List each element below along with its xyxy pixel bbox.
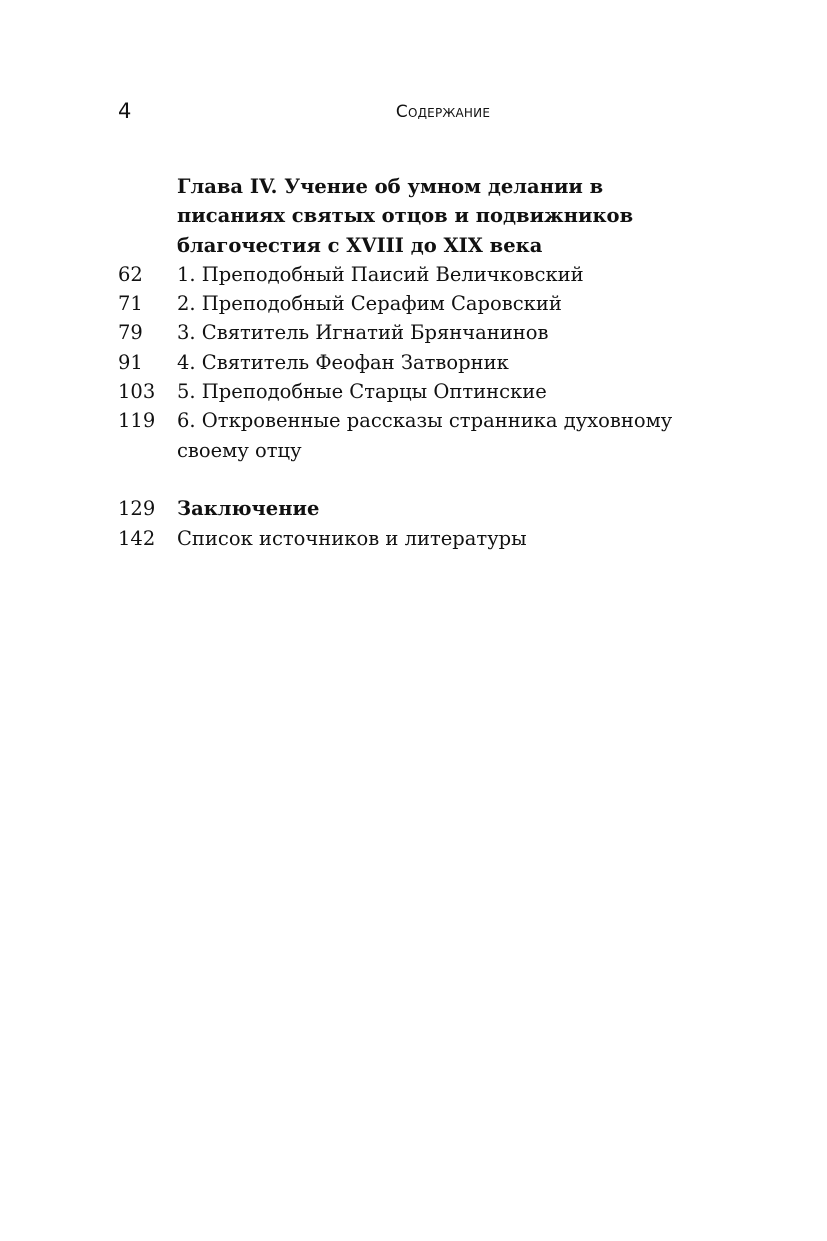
table-of-contents bbox=[118, 172, 718, 553]
toc-entry-page: 79 bbox=[118, 321, 143, 345]
toc-conclusion bbox=[118, 494, 718, 523]
page-number: 4 bbox=[118, 99, 132, 123]
toc-chapter-heading bbox=[118, 172, 718, 260]
toc-entry-title: 2. Преподобный Серафим Саровский bbox=[177, 292, 562, 316]
toc-entry-page: 103 bbox=[118, 380, 156, 404]
toc-entry bbox=[118, 260, 718, 289]
toc-entry bbox=[118, 377, 718, 406]
toc-chapter-title: Глава IV. Учение об умном делании в писаниях святых отцов и подвижников благочестия с XVIII до XIX века bbox=[177, 175, 634, 257]
toc-entry bbox=[118, 348, 718, 377]
toc-entry bbox=[118, 289, 718, 318]
toc-entry-page: 119 bbox=[118, 409, 156, 433]
toc-entry-page: 91 bbox=[118, 350, 143, 374]
toc-entry-title: 6. Откровенные рассказы странника духовному своему отцу bbox=[177, 409, 673, 462]
toc-entry-title: 5. Преподобные Старцы Оптинские bbox=[177, 380, 547, 404]
toc-bibliography-page: 142 bbox=[118, 526, 156, 550]
toc-entry bbox=[118, 406, 718, 465]
toc-bibliography bbox=[118, 524, 718, 553]
toc-bibliography-title: Список источников и литературы bbox=[177, 526, 527, 550]
toc-entry-title: 4. Святитель Феофан Затворник bbox=[177, 350, 509, 374]
toc-entry-title: 3. Святитель Игнатий Брянчанинов bbox=[177, 321, 549, 345]
toc-conclusion-title: Заключение bbox=[177, 497, 320, 521]
toc-spacer bbox=[118, 465, 718, 494]
toc-entry-page: 62 bbox=[118, 262, 143, 286]
toc-entry-page: 71 bbox=[118, 292, 143, 316]
running-title: Содержание bbox=[395, 102, 491, 122]
toc-entry-title: 1. Преподобный Паисий Величковский bbox=[177, 262, 584, 286]
toc-entry bbox=[118, 318, 718, 347]
toc-conclusion-page: 129 bbox=[118, 497, 156, 521]
